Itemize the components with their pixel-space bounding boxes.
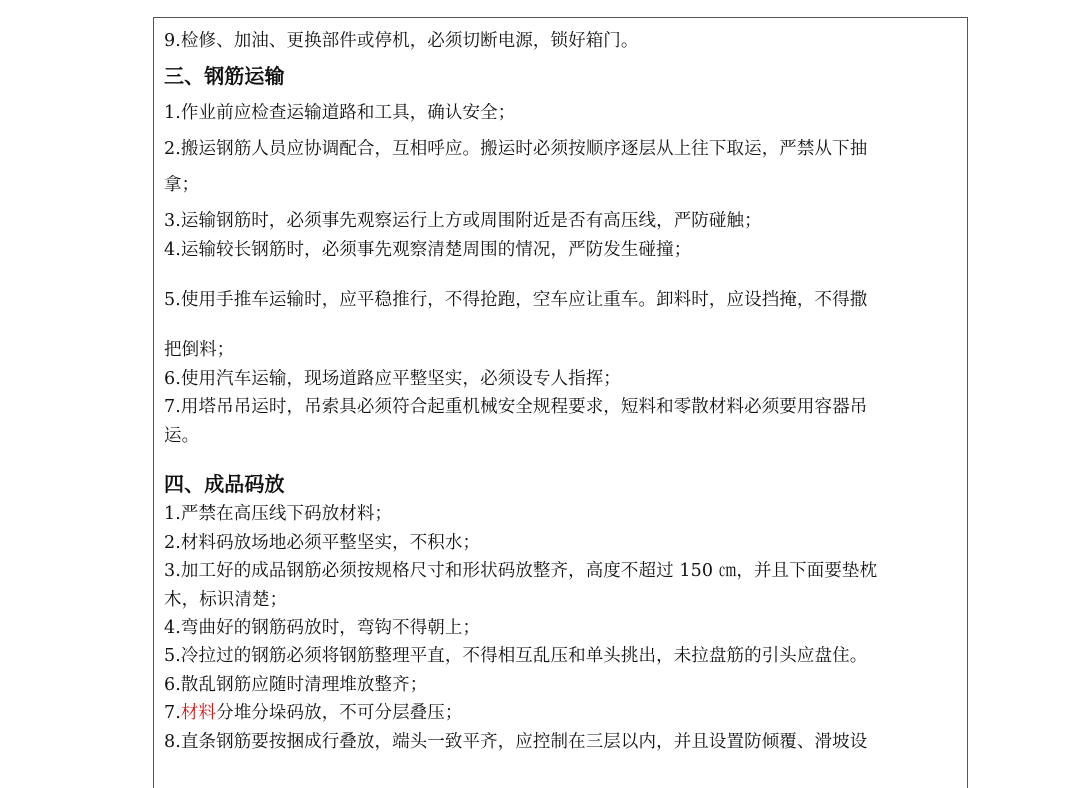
text-line: 2.材料码放场地必须平整坚实，不积水；	[164, 533, 481, 553]
text-line: 4.运输较长钢筋时，必须事先观察清楚周围的情况，严防发生碰撞；	[164, 240, 692, 260]
text-line: 拿；	[164, 175, 200, 195]
text-line: 5.冷拉过的钢筋必须将钢筋整理平直，不得相互乱压和单头挑出，未拉盘筋的引头应盘住。	[164, 646, 868, 666]
text-line: 1.作业前应检查运输道路和工具，确认安全；	[164, 103, 516, 123]
item-number: 7.	[164, 703, 181, 723]
text-line: 1.严禁在高压线下码放材料；	[164, 504, 393, 524]
item-text: 分堆分垛码放，不可分层叠压；	[216, 703, 463, 723]
text-line: 4.弯曲好的钢筋码放时，弯钩不得朝上；	[164, 618, 481, 638]
text-line: 6.使用汽车运输，现场道路应平整坚实，必须设专人指挥；	[164, 369, 621, 389]
highlighted-word: 材料	[180, 703, 217, 723]
text-line: 3.加工好的成品钢筋必须按规格尺寸和形状码放整齐，高度不超过 150 ㎝，并且下面要垫枕	[164, 561, 878, 581]
text-line: 把倒料；	[164, 340, 235, 360]
text-line: 运。	[164, 426, 200, 446]
text-line: 3.运输钢筋时，必须事先观察运行上方或周围附近是否有高压线，严防碰触；	[164, 211, 762, 231]
text-line: 2.搬运钢筋人员应协调配合，互相呼应。搬运时必须按顺序逐层从上往下取运，严禁从下抽	[164, 139, 868, 159]
text-line: 7.用塔吊吊运时，吊索具必须符合起重机械安全规程要求，短料和零散材料必须要用容器吊	[164, 397, 868, 417]
text-line: 9.检修、加油、更换部件或停机，必须切断电源，锁好箱门。	[164, 31, 639, 51]
text-line: 5.使用手推车运输时，应平稳推行，不得抢跑，空车应让重车。卸料时，应设挡掩，不得撒	[164, 290, 868, 310]
text-line: 8.直条钢筋要按捆成行叠放，端头一致平齐，应控制在三层以内，并且设置防倾覆、滑坡设	[164, 732, 868, 752]
section-heading-4: 四、成品码放	[164, 472, 285, 496]
text-line	[164, 702, 463, 724]
section-heading-3: 三、钢筋运输	[164, 64, 285, 88]
text-line: 木，标识清楚；	[164, 590, 288, 610]
text-line: 6.散乱钢筋应随时清理堆放整齐；	[164, 675, 428, 695]
